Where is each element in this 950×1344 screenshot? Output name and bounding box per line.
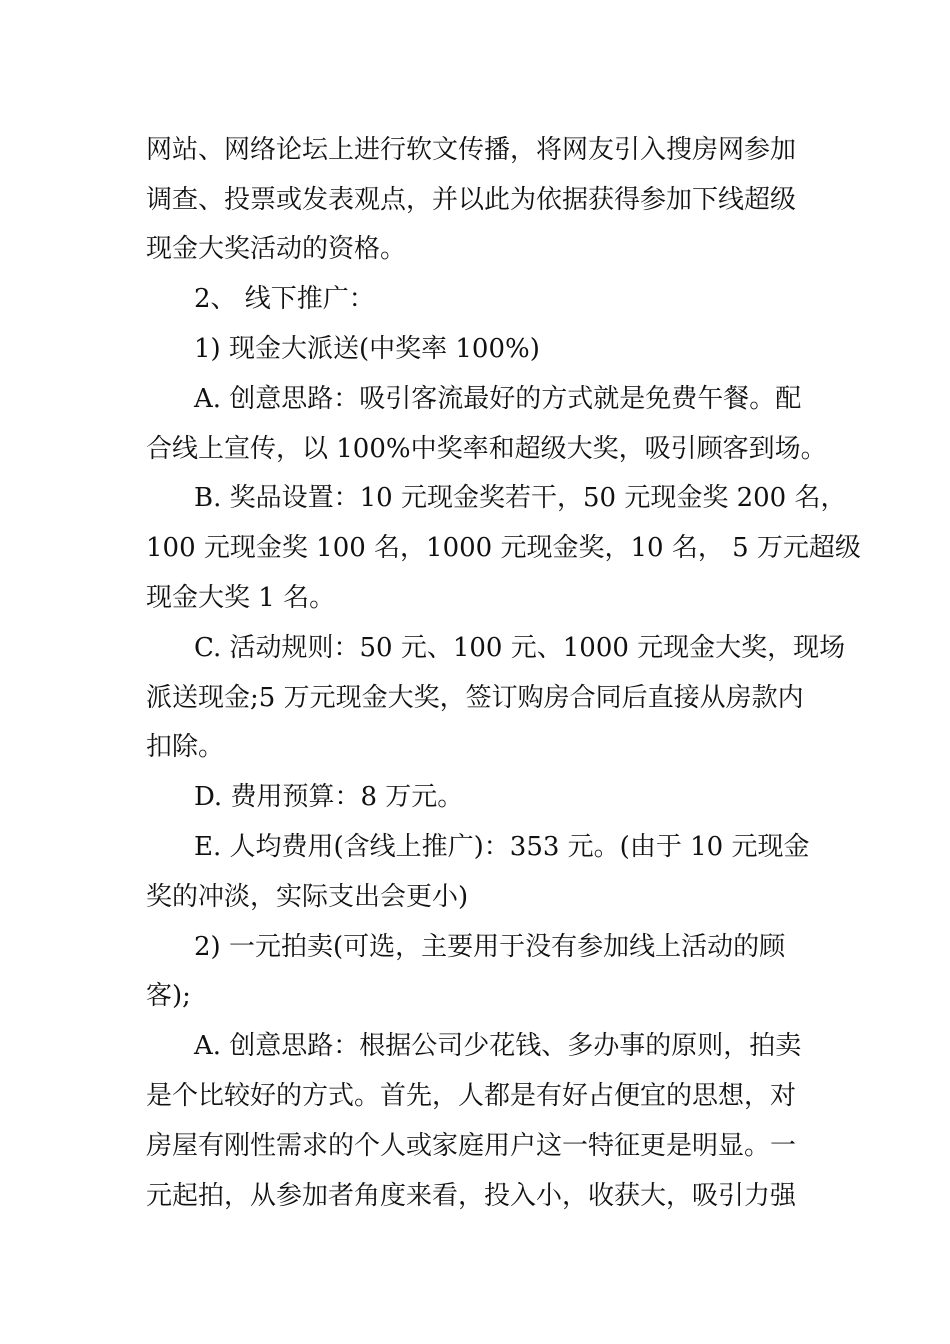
subsection-heading: 2) 一元拍卖(可选，主要用于没有参加线上活动的顾 bbox=[194, 932, 786, 962]
body-text-line: E. 人均费用(含线上推广)：353 元。(由于 10 元现金 bbox=[194, 832, 810, 862]
body-text-line: 房屋有刚性需求的个人或家庭用户这一特征更是明显。一 bbox=[146, 1131, 797, 1161]
body-text-line: 客); bbox=[146, 981, 191, 1011]
body-text-line: C. 活动规则：50 元、100 元、1000 元现金大奖，现场 bbox=[194, 633, 846, 663]
body-text-line: 合线上宣传，以 100%中奖率和超级大奖，吸引顾客到场。 bbox=[146, 434, 827, 464]
body-text-line: 派送现金;5 万元现金大奖，签订购房合同后直接从房款内 bbox=[146, 683, 804, 713]
body-text-line: 扣除。 bbox=[146, 732, 225, 762]
body-text-line: 现金大奖活动的资格。 bbox=[146, 234, 407, 264]
body-text-line: 调查、投票或发表观点，并以此为依据获得参加下线超级 bbox=[146, 185, 797, 215]
body-text-line: B. 奖品设置：10 元现金奖若干，50 元现金奖 200 名， bbox=[194, 483, 847, 513]
body-text-line: A. 创意思路：根据公司少花钱、多办事的原则，拍卖 bbox=[194, 1031, 802, 1061]
section-heading: 2、 线下推广： bbox=[194, 284, 375, 314]
body-text-line: D. 费用预算：8 万元。 bbox=[194, 782, 464, 812]
body-text-line: 100 元现金奖 100 名，1000 元现金奖，10 名， 5 万元超级 bbox=[146, 533, 861, 563]
body-text-line: 元起拍，从参加者角度来看，投入小，收获大，吸引力强 bbox=[146, 1181, 797, 1211]
body-text-line: 奖的冲淡，实际支出会更小) bbox=[146, 882, 469, 912]
body-text-line: 现金大奖 1 名。 bbox=[146, 583, 336, 613]
subsection-heading: 1) 现金大派送(中奖率 100%) bbox=[194, 334, 540, 364]
body-text-line: 网站、网络论坛上进行软文传播，将网友引入搜房网参加 bbox=[146, 135, 797, 165]
body-text-line: A. 创意思路：吸引客流最好的方式就是免费午餐。配 bbox=[194, 384, 802, 414]
body-text-line: 是个比较好的方式。首先，人都是有好占便宜的思想，对 bbox=[146, 1081, 797, 1111]
